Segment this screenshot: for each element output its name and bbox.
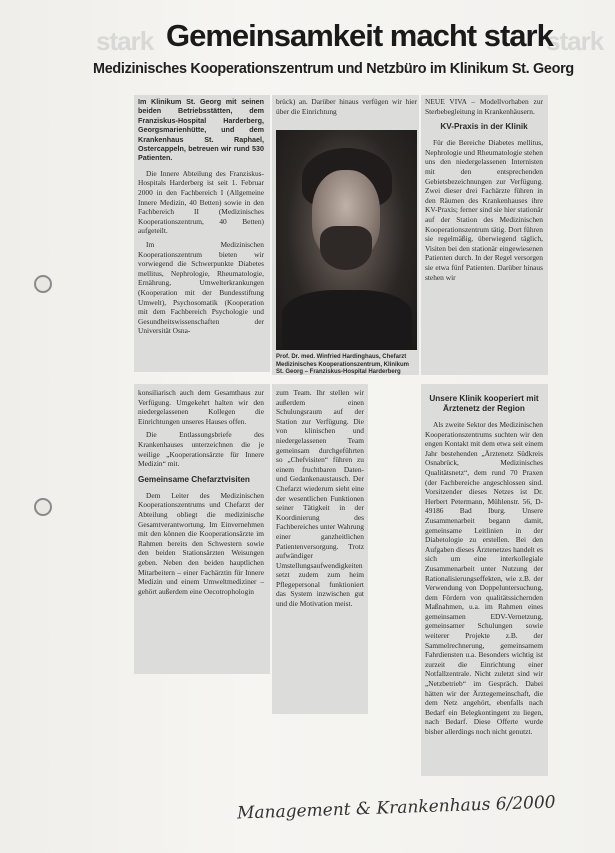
portrait-photo xyxy=(276,130,417,350)
column-2-top xyxy=(276,97,417,125)
paragraph: Als zweite Sektor des Medizinischen Kooperationszentrums suchten wir den engen Kontakt mit dem etwa seit einem Jahr bestehenden „Ärztenetz Südkreis Osnabrück, Medizinisches Qualitätsnetz“, dem rund 70 Praxen (der Fachbereiche angeschlossen sind. Vorsitzender dieses Netzes ist Dr. Herbert Petermann, Mühlenstr. 56, D-49186 Bad Iburg. Unsere Zusammenarbeit begann damit, gemeinsame Leitlinien in der Diabetologie zu erstellen. Bei den Aufgaben dieses Ärztenetzes handelt es sich um eine interkollegiale Zusammenarbeit unter Nutzung der Rationalisierungseffekten, wie z.B. der Verwendung von Doppeluntersuchung, dem Fördern von qualitätssichernden Maßnahmen, u.a. im Rahmen eines gemeinsamen EDV-Vernetzung, gemeinsamer Schulungen sowie weiterer Projekte z.B. der Sammelrechnerung, gemeinsamem Fahrdiensten u.a. Besonders wichtig ist zurzeit die Einrichtung einer Notfallzentrale. Nicht zuletzt sind wir „Netzbetrieb“ im Gespräch. Dabei hätten wir der Ärztegemeinschaft, die dem Netz angehört, ebenfalls nach Bedarf ein Belegkontingent zu liegen, nach Bedarf. Diese Offerte wurde bisher allerdings noch nicht genutzt. xyxy=(425,420,543,736)
ghost-heading-right: stark xyxy=(546,26,604,56)
article-subtitle: Medizinisches Kooperationszentrum und Netzbüro im Klinikum St. Georg xyxy=(93,61,574,77)
paragraph: Im Medizinischen Kooperationszentrum bieten wir vorwiegend die Schwerpunkte Diabetes mellitus, Nephrologie, Rheumatologie, Ernährung, Umwelterkrankungen (Kooperation mit der Bundesstiftung Umwelt), Psychosomatik (Kooperation mit dem Fachbereich Psychologie und Gesundheitswissenschaften der Universität Osna- xyxy=(138,240,264,336)
portrait-beard xyxy=(320,226,372,270)
article-title: Gemeinsamkeit macht stark xyxy=(166,18,553,53)
column-1-bottom xyxy=(138,388,264,672)
ghost-heading-left: stark xyxy=(96,26,154,56)
column-1-top xyxy=(138,97,264,372)
paragraph: Die Innere Abteilung des Franziskus-Hospitals Harderberg ist seit 1. Februar 2000 in den Fachbereich I (Allgemeine Innere Medizin, 40 Betten) sowie in den Fachbereich II (Medizinisches Kooperationszentrum, 40 Betten) aufgeteilt. xyxy=(138,168,264,236)
paragraph: zum Team. Ihr stellen wir außerdem einen Schulungsraum auf der Station zur Verfügung. Die von klinischen und niedergelassenen Team gemeinsam durchgeführten so „Chefvisiten“ führen zu einem fruchtbaren Daten- und Gedankenaustausch. Der Chefarzt wiederum sieht eine der wesentlichen Funktionen seiner Tätigkeit in der Koordinierung des Fachbereiches unter Wahrung einer ganzheitlichen Patientenversorgung. Trotz aufwändiger Umstellungsaufwendigkeiten setzt zudem zum heim Pflegepersonal funktioniert das System inzwischen gut und die Motivation meist. xyxy=(276,388,364,609)
section-heading: Unsere Klinik kooperiert mit Ärztenetz der Region xyxy=(429,394,539,413)
column-2-bottom xyxy=(276,388,364,712)
photo-caption: Prof. Dr. med. Winfried Hardinghaus, Chefarzt Medizinisches Kooperationszentrum, Klinikum St. Georg – Franziskus-Hospital Harderberg xyxy=(276,354,410,376)
paragraph: brück) an. Darüber hinaus verfügen wir hier über die Einrichtung xyxy=(276,97,417,116)
article-lead: Im Klinikum St. Georg mit seinen beiden Betriebsstätten, dem Franziskus-Hospital Harderberg, Georgsmarienhütte, und dem Krankenhaus St. Raphael, Ostercappeln, betreuen wir rund 530 Patienten. xyxy=(138,97,264,163)
paragraph: NEUE VIVA – Modellvorhaben zur Sterbebegleitung in Krankenhäusern. xyxy=(425,97,543,116)
paragraph: Die Entlassungsbriefe des Krankenhauses unterzeichnen die je weilige „Kooperationsärzte für Innere Medizin“ mit. xyxy=(138,430,264,469)
paragraph: konsiliarisch auch dem Gesamthaus zur Verfügung. Umgekehrt halten wir den niedergelassenen Kollegen die Einrichtungen unseres Hauses offen. xyxy=(138,388,264,426)
column-3-bottom xyxy=(425,388,543,774)
punch-hole-lower xyxy=(34,498,52,516)
section-heading: Gemeinsame Chefarztvisiten xyxy=(138,474,250,484)
section-heading: KV-Praxis in der Klinik xyxy=(440,122,528,132)
punch-hole-upper xyxy=(34,275,52,293)
portrait-suit xyxy=(282,290,412,350)
column-3-top xyxy=(425,97,543,373)
paragraph: Für die Bereiche Diabetes mellitus, Nephrologie und Rheumatologie stehen uns den niedergelassenen Internisten mit den entsprechenden Gebietsbezeichnungen zur Verfügung. Zwei dieser drei Fachärzte führen in den Räumen des Krankenhauses ihre KV-Praxis; ferner sind sie hier stationär auf der Station des Medizinischen Kooperationszentrum tätig. Dort führen sie regelmäßig, überwiegend täglich, Visiten bei den stationär eingewiesenen Patienten durch. In der Regel versorgen sie etwa fünf Patienten. Darüber hinaus stehen wir xyxy=(425,138,543,282)
paragraph: Dem Leiter des Medizinischen Kooperationszentrums und Chefarzt der Abteilung obliegt die medizinische Gesamtverantwortung. Im Einvernehmen mit den können die Kooperationsärzte im Rahmen bereits den Schwestern sowie den beiden Stationsärzten Weisungen geben. Neben den beiden hauptlichen Mitarbeitern – einer Fachärztin für Innere Medizin und einem Umweltmediziner – gehört außerdem eine Oecotrophologin xyxy=(138,490,264,596)
handwritten-source-note: Management & Krankenhaus 6/2000 xyxy=(236,792,556,824)
